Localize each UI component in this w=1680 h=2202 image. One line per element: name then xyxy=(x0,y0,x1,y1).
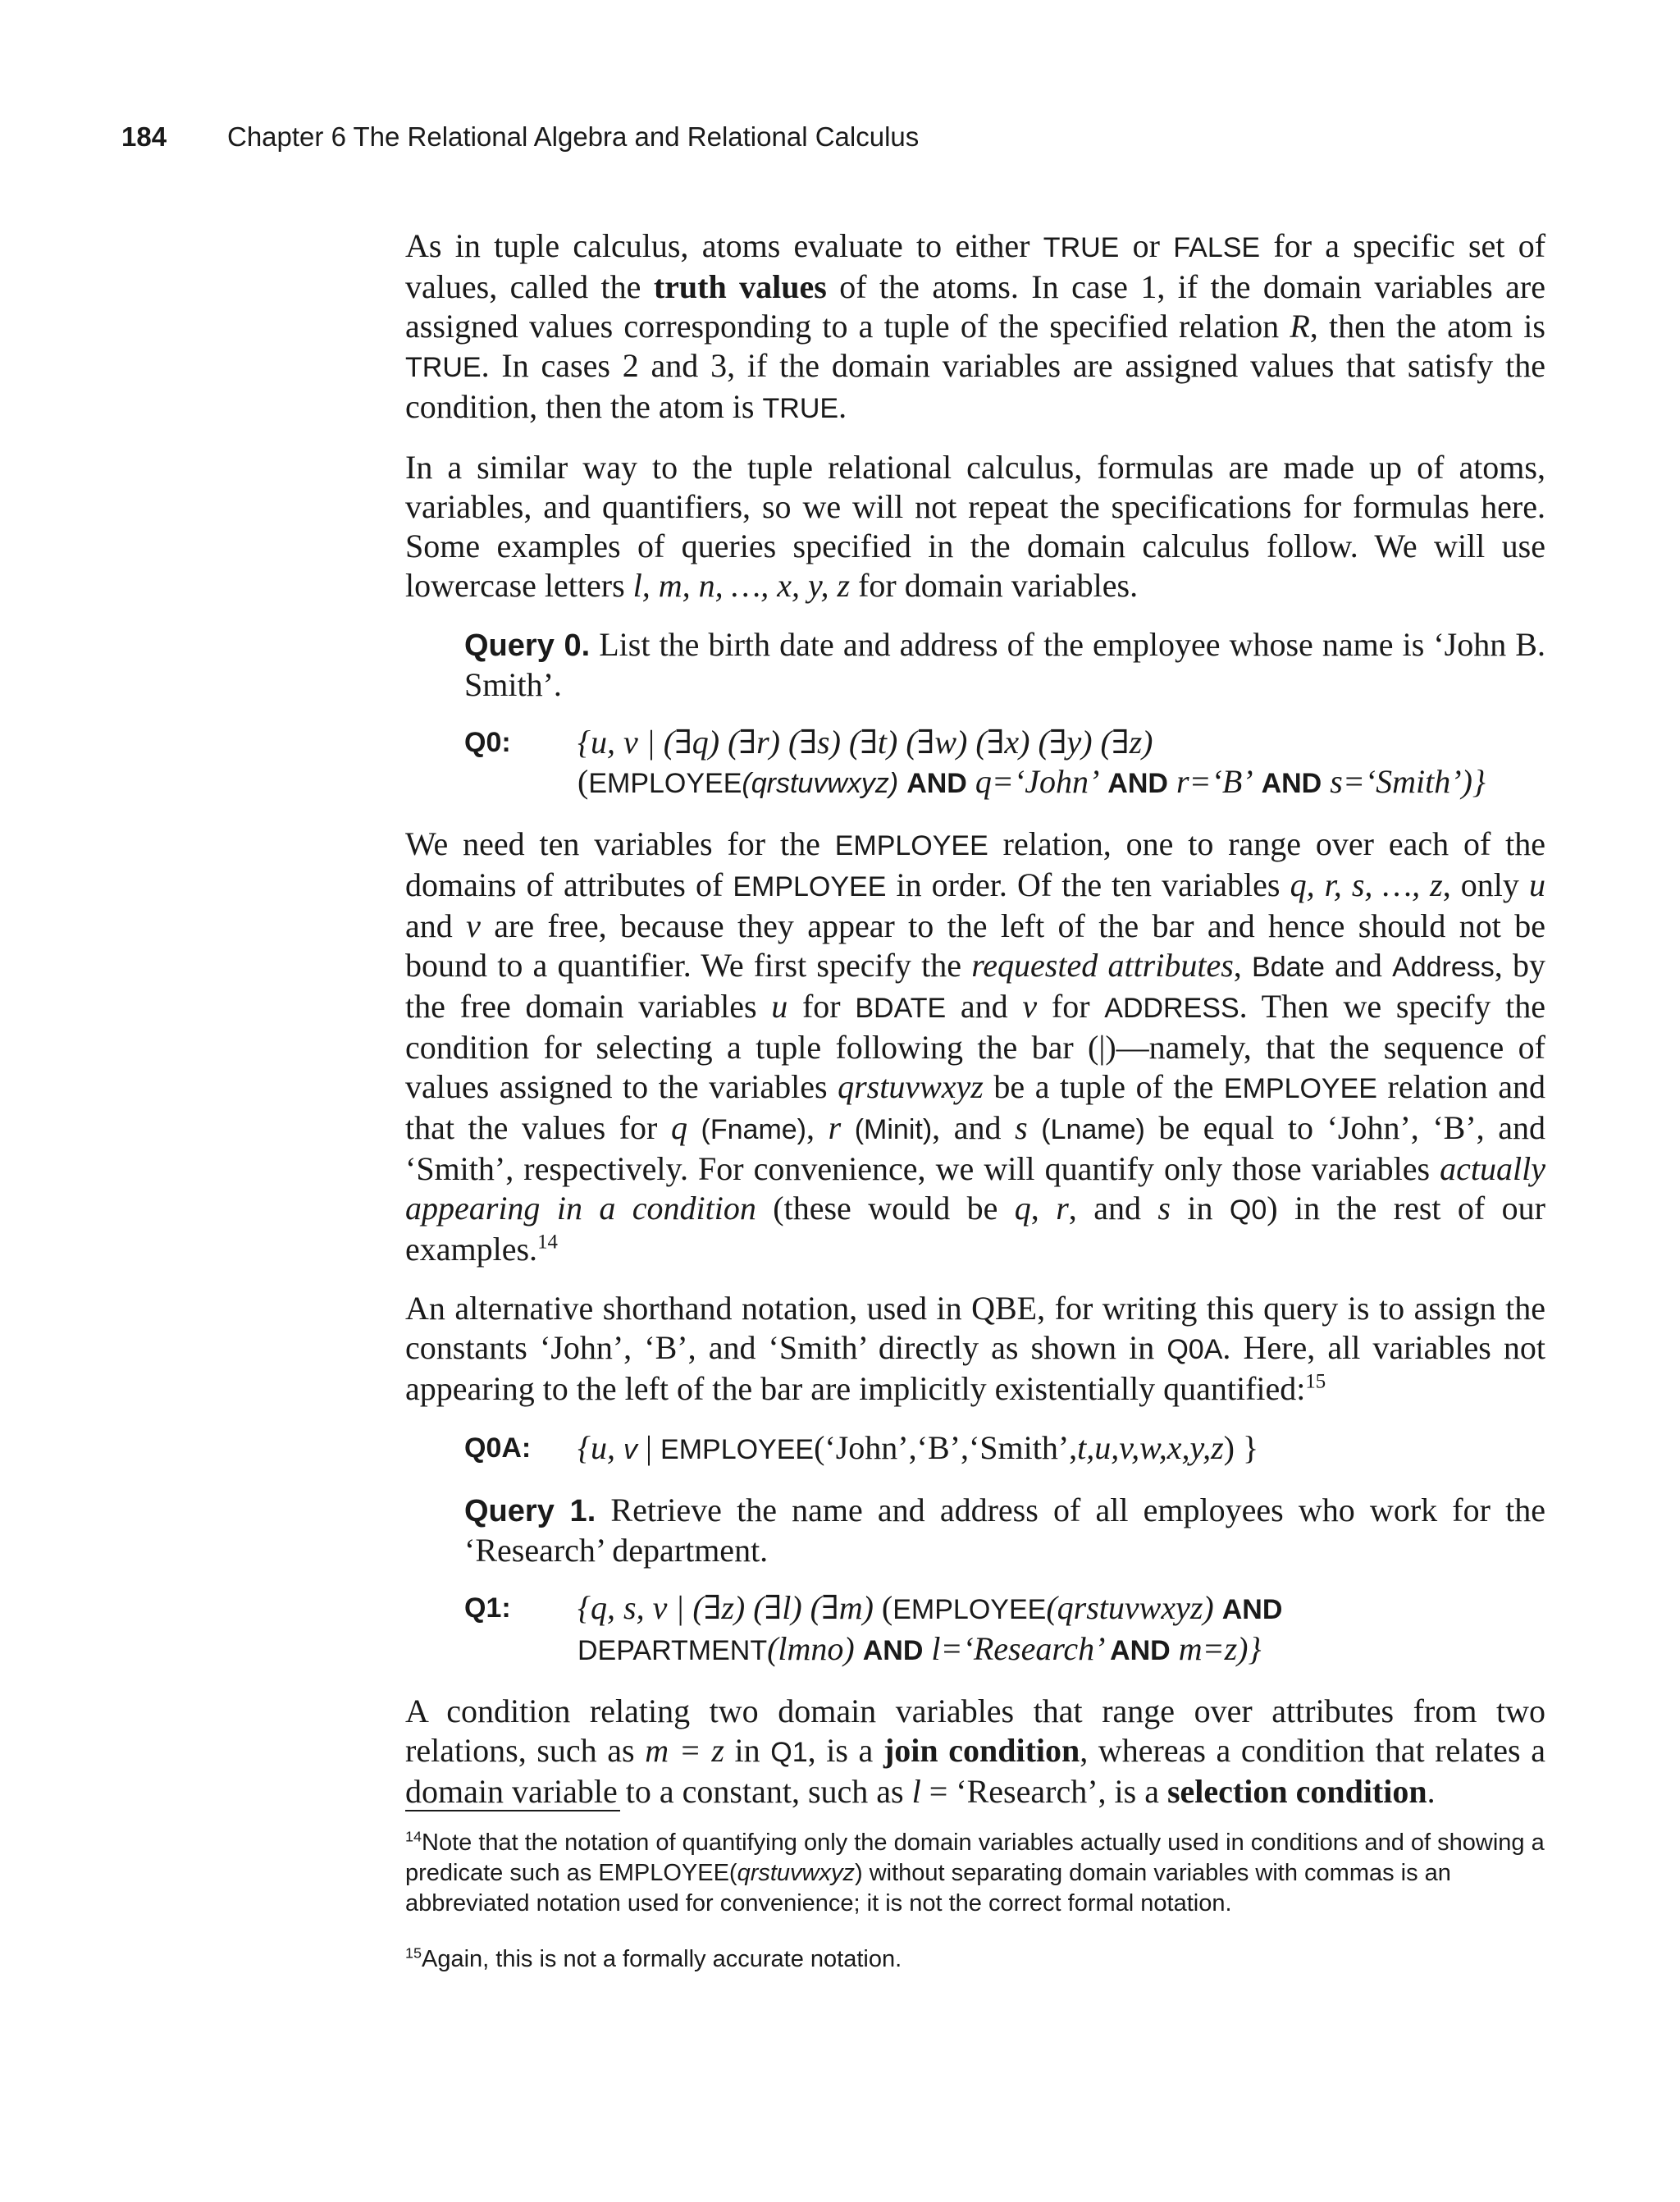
text: , xyxy=(1030,1190,1057,1227)
formula-text: {u, v | (∃q) (∃r) (∃s) (∃t) (∃w) (∃x) (∃y) (∃z) xyxy=(578,724,1153,761)
footnote-text: ) without separating domain variables with commas is an abbreviated notation used for convenience; it is not the correct formal notation. xyxy=(405,1860,1451,1916)
variable: s xyxy=(1015,1109,1028,1146)
condition: m = z xyxy=(645,1732,724,1769)
formula-label: Q0: xyxy=(464,727,511,758)
text: for xyxy=(788,988,856,1025)
query-1-statement xyxy=(464,1491,1545,1570)
text: An alternative shorthand notation, used in QBE, for writing this query is to assign the constants ‘John’, ‘B’, and ‘Smith’ directly as shown in xyxy=(405,1290,1545,1366)
attribute-name: (Minit) xyxy=(854,1114,933,1145)
relation-var: R xyxy=(1290,308,1310,345)
variable: u xyxy=(1528,866,1545,903)
text: be equal to ‘John’, ‘B’, and ‘Smith’, respectively. For convenience, we will quantify only those variables xyxy=(405,1109,1546,1187)
footnote-number: 15 xyxy=(405,1944,422,1962)
text: = ‘Research’, is a xyxy=(920,1773,1167,1810)
variables: q, r, s, …, z xyxy=(1290,866,1443,903)
text: and xyxy=(1324,947,1393,984)
attribute-name: (Lname) xyxy=(1041,1114,1145,1145)
relation-name: EMPLOYEE xyxy=(1223,1073,1377,1104)
bar: | xyxy=(637,1429,661,1466)
keyword-and: AND xyxy=(906,768,967,799)
footnote-ref-15[interactable]: 15 xyxy=(1305,1370,1326,1393)
text: , is a xyxy=(807,1732,883,1769)
formula-label: Q0A: xyxy=(464,1432,532,1464)
condition: r=‘B’ xyxy=(1176,763,1253,800)
formula-line xyxy=(578,762,1545,803)
paragraph-formulas xyxy=(405,448,1545,605)
paren: ( xyxy=(881,1589,893,1626)
attribute-name: BDATE xyxy=(855,993,947,1024)
text: relation, one to range over each of the domains of attributes of xyxy=(405,825,1546,903)
variable: v xyxy=(623,1434,637,1465)
text: be a tuple of the xyxy=(983,1068,1224,1105)
formula-text: ) } xyxy=(1223,1429,1259,1466)
text: (these would be xyxy=(756,1190,1015,1227)
text: and xyxy=(405,907,467,944)
text: are free, because they appear to the left of the bar and hence should not be bound to a quantifier. We first specify the xyxy=(405,907,1545,984)
query-label: Query 1. xyxy=(464,1494,596,1528)
query-text: List the birth date and address of the employee whose name is ‘John B. Smith’. xyxy=(464,626,1545,703)
keyword-true: TRUE xyxy=(762,393,839,424)
text: . Here, all variables not appearing to the left of the bar are implicitly existentially quantified: xyxy=(405,1329,1545,1407)
text: , by the free domain variables xyxy=(405,947,1546,1025)
formula-text: {u, xyxy=(578,1429,623,1466)
variable: q xyxy=(1014,1190,1031,1227)
variable: r xyxy=(1056,1190,1069,1227)
relation-name: EMPLOYEE xyxy=(834,830,988,861)
query-ref: Q0 xyxy=(1229,1195,1267,1226)
footnote-14 xyxy=(405,1828,1545,1919)
footnote-number: 14 xyxy=(405,1828,422,1845)
formula-line xyxy=(578,723,1545,762)
emphasis: actually appearing in a condition xyxy=(405,1150,1545,1227)
term-truth-values: truth values xyxy=(653,268,827,305)
relation-args: (lmno) xyxy=(767,1630,863,1667)
condition: q=‘John’ xyxy=(975,763,1100,800)
variables: qrstuvwxyz xyxy=(838,1068,984,1105)
text: for domain variables. xyxy=(850,567,1139,604)
text: . In cases 2 and 3, if the domain variables are assigned values that satisfy the condition, then the atom is xyxy=(405,347,1545,425)
footnote-15 xyxy=(405,1944,1545,1975)
text: , only xyxy=(1442,866,1529,903)
variable: q xyxy=(670,1109,687,1146)
keyword-false: FALSE xyxy=(1173,232,1261,263)
attribute-name: (Fname) xyxy=(701,1114,806,1145)
domain-variables: l, m, n, …, x, y, z xyxy=(632,567,851,604)
page-number: 184 xyxy=(121,121,167,152)
text: and xyxy=(946,988,1023,1025)
text: , and xyxy=(932,1109,1016,1146)
text: for a specific set of values, called the xyxy=(405,227,1546,305)
relation-name: DEPARTMENT xyxy=(578,1635,768,1666)
variable: v xyxy=(1022,988,1038,1025)
condition: m=z)} xyxy=(1170,1630,1262,1667)
formula-q0 xyxy=(464,723,1545,803)
attribute-name: ADDRESS xyxy=(1104,993,1239,1024)
text: in xyxy=(724,1732,771,1769)
constants: (‘John’,‘B’,‘Smith’, xyxy=(814,1429,1078,1466)
footnote-ref-14[interactable]: 14 xyxy=(537,1231,558,1254)
text: ) in the rest of our examples. xyxy=(405,1190,1545,1268)
query-0-statement xyxy=(464,625,1545,705)
condition: s=‘Smith’)} xyxy=(1330,763,1486,800)
text: , then the atom is xyxy=(1309,308,1545,345)
footnote-text: Note that the notation of quantifying only the domain variables actually used in conditions and of showing a predicate such as EMPLOYEE( xyxy=(405,1830,1545,1886)
term-selection-condition: selection condition xyxy=(1166,1773,1427,1810)
text: , xyxy=(806,1109,829,1146)
text: We need ten variables for the xyxy=(405,825,835,862)
text: . xyxy=(838,388,847,425)
formula-text: {q, s, v | (∃z) (∃l) (∃m) xyxy=(578,1589,882,1626)
paragraph-join-selection xyxy=(405,1692,1545,1811)
paragraph-truth-values xyxy=(405,226,1545,428)
relation-args: (qrstuvwxyz) xyxy=(742,768,899,799)
text: in order. Of the ten variables xyxy=(886,866,1290,903)
term-requested-attributes: requested attributes xyxy=(971,947,1234,984)
relation-name: EMPLOYEE xyxy=(892,1594,1047,1625)
formula-q0a xyxy=(464,1428,1545,1469)
condition: l=‘Research’ xyxy=(923,1630,1111,1667)
text: , whereas a condition that relates a domain variable to a constant, such as xyxy=(405,1732,1545,1810)
relation-name: EMPLOYEE xyxy=(588,768,742,799)
query-text: Retrieve the name and address of all employees who work for the ‘Research’ department. xyxy=(464,1492,1545,1569)
attribute-name: Bdate xyxy=(1252,952,1325,983)
keyword-true: TRUE xyxy=(405,352,482,383)
text: . Then we specify the condition for selecting a tuple following the bar (|)—namely, that the sequence of values assigned to the variables xyxy=(405,988,1546,1105)
keyword-true: TRUE xyxy=(1043,232,1120,263)
keyword-and: AND xyxy=(1261,768,1322,799)
variable: r xyxy=(828,1109,842,1146)
text: for xyxy=(1037,988,1105,1025)
relation-args: (qrstuvwxyz) xyxy=(1046,1589,1222,1626)
keyword-and: AND xyxy=(862,1635,924,1666)
formula-line xyxy=(578,1588,1545,1629)
keyword-and: AND xyxy=(1221,1594,1283,1625)
query-ref: Q0A xyxy=(1166,1334,1223,1365)
formula-line xyxy=(578,1428,1545,1469)
text: of the atoms. In case 1, if the domain variables are assigned values corresponding to a tuple of the specified relation xyxy=(405,268,1545,345)
text: in xyxy=(1170,1190,1230,1227)
text: As in tuple calculus, atoms evaluate to either xyxy=(405,227,1043,264)
paragraph-q0-explanation xyxy=(405,825,1545,1269)
main-body xyxy=(405,226,1545,1831)
footnote-text: Again, this is not a formally accurate notation. xyxy=(422,1946,902,1972)
formula-label: Q1: xyxy=(464,1592,511,1624)
text: relation and that the values for xyxy=(405,1068,1546,1146)
text: , xyxy=(1233,947,1253,984)
variable: l xyxy=(911,1773,921,1810)
paragraph-qbe-notation xyxy=(405,1289,1545,1409)
footnote-divider xyxy=(405,1810,620,1811)
variable: v xyxy=(466,907,481,944)
attribute-name: Address xyxy=(1392,952,1495,983)
variable: s xyxy=(1157,1190,1171,1227)
text: In a similar way to the tuple relational calculus, formulas are made up of atoms, variables, and quantifiers, so we will not repeat the specifications for formulas here. Some examples of queries specified in the domain calculus follow. We will use lowercase letters xyxy=(405,449,1545,604)
text: or xyxy=(1119,227,1174,264)
formula-q1 xyxy=(464,1588,1545,1670)
variable: u xyxy=(771,988,788,1025)
text: , and xyxy=(1068,1190,1158,1227)
running-header xyxy=(121,121,919,153)
query-label: Query 0. xyxy=(464,628,591,663)
term-join-condition: join condition xyxy=(883,1732,1080,1769)
paren: ( xyxy=(578,763,589,800)
formula-line xyxy=(578,1629,1545,1670)
keyword-and: AND xyxy=(1110,1635,1171,1666)
footnote-italic: qrstuvwxyz xyxy=(737,1860,855,1886)
variables: t,u,v,w,x,y,z xyxy=(1077,1429,1224,1466)
text: A condition relating two domain variables that range over attributes from two relations, such as xyxy=(405,1693,1545,1769)
chapter-title: Chapter 6 The Relational Algebra and Relational Calculus xyxy=(227,121,920,152)
relation-name: EMPLOYEE xyxy=(660,1434,815,1465)
relation-name: EMPLOYEE xyxy=(733,871,887,902)
keyword-and: AND xyxy=(1107,768,1168,799)
query-ref: Q1 xyxy=(770,1737,808,1768)
text: . xyxy=(1427,1773,1436,1810)
